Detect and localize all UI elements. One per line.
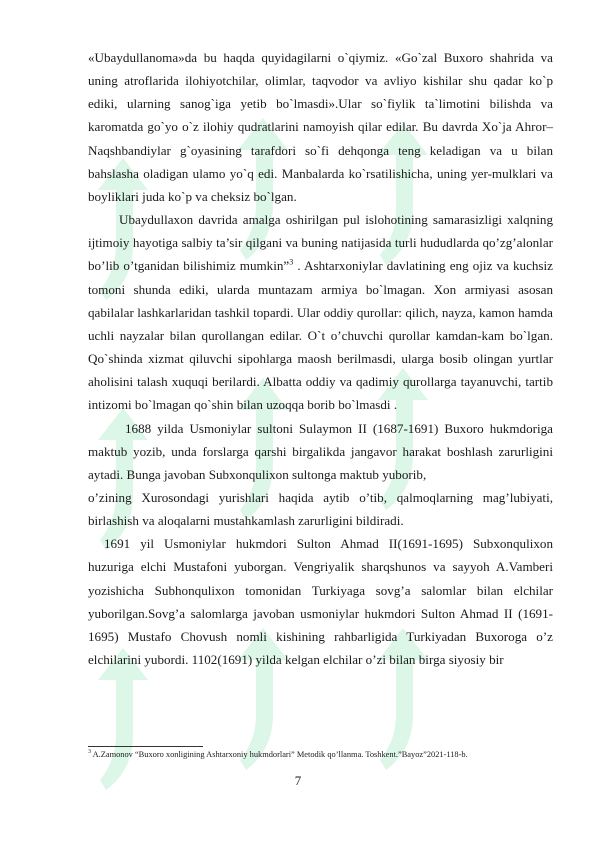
paragraph: «Ubaydullanoma»da bu haqda quyidagilarni o`qiymiz. «Go`zal Buxoro shahrida va uning atroflarida ilohiyotchilar, olimlar, taqvodor va avliyo kishilar shu qadar ko`p ediki, ularning sanog`iga yetib bo`lmasdi».Ular so`fiylik ta`limotini bilishda va karomatda go`yo o`z ilohiy qudratlarini namoyish qilar edilar. Bu davrda Xo`ja Ahror–Naqshbandiylar g`oyasining tarafdori so`fi dehqonga teng keladigan va u bilan bahslasha oladigan ulamo yo`q edi. Manbalarda ko`rsatilishicha, uning yer-mulklari va boyliklari juda ko`p va cheksiz bo`lgan. bbox=[88, 50, 553, 204]
paragraph-text: . Ashtarxoniylar davlatining eng ojiz va kuchsiz tomoni shunda ediki, ularda muntazam armiya bo`lmagan. Xon armiyasi asosan qabilalar lashkarlaridan tashkil topardi. Ular oddiy qurollar: qilich, nayza, kamon hamda uchli nayzalar bilan qurollangan edilar. O`t o’chuvchi qurollar kamdan-kam bo`lgan. Qo`shinda xizmat qiluvchi sipohlarga maosh berilmasdi, ularga bosib olingan yurtlar aholisini talash xuquqi berilardi. Albatta oddiy va qadimiy qurollarga tayanuvchi, tartib intizomi bo`lmagan qo`shin bilan uzoqqa borib bo`lmasdi . bbox=[88, 258, 553, 413]
page-number: 7 bbox=[294, 773, 302, 788]
paragraph bbox=[88, 208, 553, 416]
paragraph: 1691 yil Usmoniylar hukmdori Sulton Ahmad II(1691-1695) Subxonqulixon huzuriga elchi Mustafoni yuborgan. Vengriyalik sharqshunos va sayyoh A.Vamberi yozishicha Subhonqulixon tomonidan Turkiyaga sovg’a salomlar bilan elchilar yuborilgan.Sovg’a salomlarga javoban usmoniylar hukmdori Sulton Ahmad II (1691-1695) Mustafo Chovush nomli kishining rahbarligida Turkiyadan Buxoroga o’z elchilarini yubordi. 1102(1691) yilda kelgan elchilar o’zi bilan birga siyosiy bir bbox=[88, 536, 553, 668]
footnote-text: A.Zamonov “Buxoro xonligining Ashtarxoniy hukmdorlari” Metodik qo’llanma. Toshkent.”Bayoz”2021-118-b. bbox=[91, 750, 468, 759]
footnote-separator bbox=[88, 746, 203, 747]
paragraph: 1688 yilda Usmoniylar sultoni Sulaymon II (1687-1691) Buxoro hukmdoriga maktub yozib, unda forslarga qarshi birgalikda jangavor harakat boshlash zarurligini aytadi. Bunga javoban Subxonqulixon sultonga maktub yuborib, bbox=[88, 420, 553, 482]
footnote-reference[interactable]: 3 bbox=[289, 258, 294, 268]
paragraph-text: Ubaydullaxon davrida amalga oshirilgan pul islohotining samarasizligi xalqning ijtimoiy hayotiga salbiy ta’sir qilgani va buning natijasida turli hududlarda qo’zg’alonlar bo’lib o’tganidan bilishimiz mumkin” bbox=[88, 212, 553, 274]
footnote bbox=[88, 749, 553, 760]
page-body bbox=[88, 46, 553, 671]
footnote-number: 3 bbox=[88, 749, 91, 756]
paragraph: o’zining Xurosondagi yurishlari haqida aytib o’tib, qalmoqlarning mag’lubiyati, birlashish va aloqalarni mustahkamlash zarurligini bildiradi. bbox=[88, 489, 553, 529]
